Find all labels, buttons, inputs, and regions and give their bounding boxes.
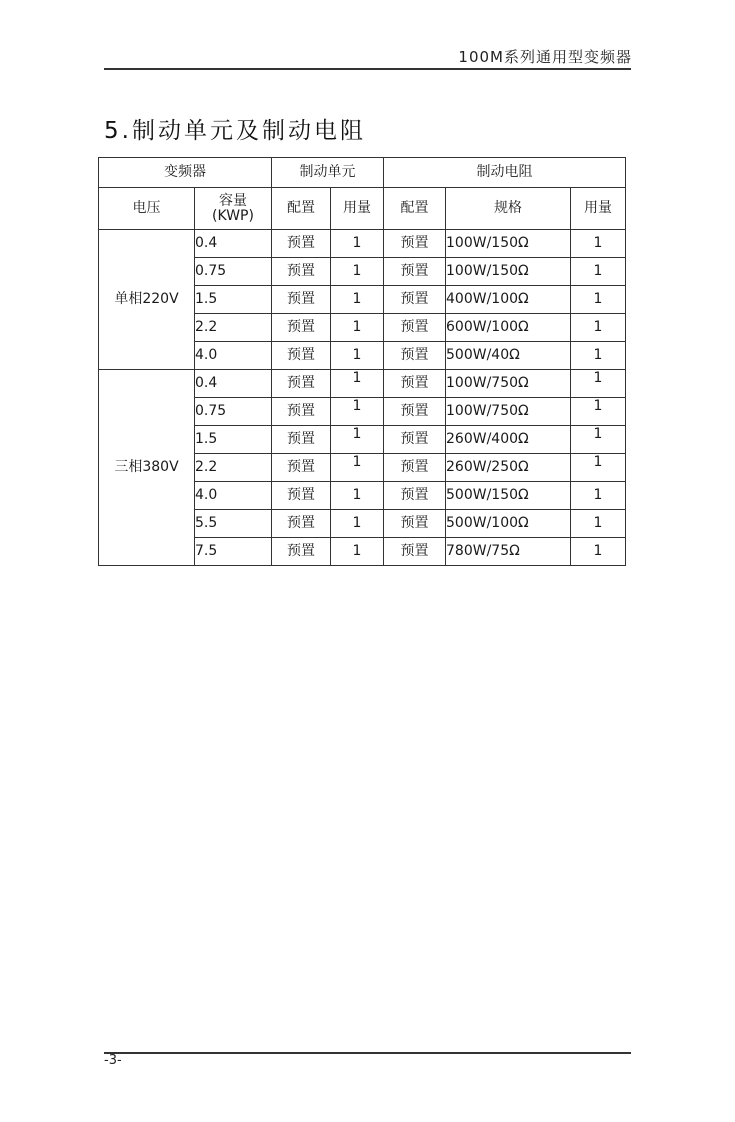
capacity-cell: 0.4 [195,230,272,258]
header-unit-config: 配置 [272,188,331,230]
res-qty-cell: 1 [571,510,626,538]
unit-qty-cell: 1 [331,230,384,258]
unit-qty-cell: 1 [331,314,384,342]
unit-qty-cell: 1 [331,510,384,538]
res-config-cell: 预置 [384,426,446,454]
unit-qty-cell: 1 [331,258,384,286]
res-config-cell: 预置 [384,258,446,286]
res-qty-cell: 1 [571,258,626,286]
capacity-cell: 7.5 [195,538,272,566]
res-qty-cell-value: 1 [593,398,603,414]
unit-config-cell: 预置 [272,370,331,398]
res-qty-cell: 1 [571,314,626,342]
capacity-cell: 4.0 [195,342,272,370]
res-spec-cell: 100W/750Ω [446,398,571,426]
capacity-cell: 2.2 [195,454,272,482]
header-capacity-unit: (KWP) [212,207,254,224]
res-spec-cell: 260W/250Ω [446,454,571,482]
header-rule [104,68,631,70]
res-config-cell: 预置 [384,454,446,482]
table-row [99,370,626,398]
capacity-cell: 1.5 [195,286,272,314]
header-capacity-label: 容量 [219,192,247,209]
res-config-cell: 预置 [384,482,446,510]
unit-qty-cell [331,398,384,426]
res-config-cell: 预置 [384,342,446,370]
capacity-cell: 0.4 [195,370,272,398]
unit-qty-cell [331,426,384,454]
res-qty-cell: 1 [571,538,626,566]
res-spec-cell: 600W/100Ω [446,314,571,342]
res-config-cell: 预置 [384,398,446,426]
table-sub-header-row [99,188,626,230]
res-qty-cell [571,426,626,454]
res-qty-cell [571,398,626,426]
unit-config-cell: 预置 [272,342,331,370]
unit-config-cell: 预置 [272,258,331,286]
capacity-cell: 2.2 [195,314,272,342]
table-row [99,230,626,258]
res-qty-cell: 1 [571,286,626,314]
unit-qty-cell-value: 1 [352,454,362,470]
unit-qty-cell [331,454,384,482]
res-qty-cell-value: 1 [593,370,603,386]
voltage-group-cell: 三相380V [99,370,195,566]
res-qty-cell [571,370,626,398]
header-unit-qty: 用量 [331,188,384,230]
unit-qty-cell [331,370,384,398]
unit-config-cell: 预置 [272,510,331,538]
header-res-qty: 用量 [571,188,626,230]
res-spec-cell: 500W/40Ω [446,342,571,370]
res-config-cell: 预置 [384,314,446,342]
res-config-cell: 预置 [384,286,446,314]
res-spec-cell: 780W/75Ω [446,538,571,566]
unit-config-cell: 预置 [272,230,331,258]
unit-qty-cell-value: 1 [352,398,362,414]
res-spec-cell: 500W/150Ω [446,482,571,510]
unit-config-cell: 预置 [272,482,331,510]
res-qty-cell-value: 1 [593,426,603,442]
header-inverter: 变频器 [99,158,272,188]
running-header: 100M系列通用型变频器 [458,48,632,66]
header-res-config: 配置 [384,188,446,230]
unit-qty-cell: 1 [331,482,384,510]
res-spec-cell: 100W/150Ω [446,230,571,258]
unit-qty-cell: 1 [331,538,384,566]
unit-qty-cell: 1 [331,342,384,370]
header-braking-unit: 制动单元 [272,158,384,188]
unit-config-cell: 预置 [272,426,331,454]
unit-config-cell: 预置 [272,286,331,314]
res-spec-cell: 100W/750Ω [446,370,571,398]
res-qty-cell: 1 [571,230,626,258]
res-spec-cell: 500W/100Ω [446,510,571,538]
capacity-cell: 5.5 [195,510,272,538]
footer-rule [104,1052,631,1054]
unit-qty-cell: 1 [331,286,384,314]
unit-config-cell: 预置 [272,314,331,342]
res-config-cell: 预置 [384,538,446,566]
res-config-cell: 预置 [384,370,446,398]
capacity-cell: 0.75 [195,398,272,426]
section-title: 5.制动单元及制动电阻 [104,118,366,144]
capacity-cell: 1.5 [195,426,272,454]
res-config-cell: 预置 [384,230,446,258]
res-qty-cell-value: 1 [593,454,603,470]
voltage-group-cell: 单相220V [99,230,195,370]
unit-config-cell: 预置 [272,398,331,426]
capacity-cell: 4.0 [195,482,272,510]
res-qty-cell [571,454,626,482]
res-config-cell: 预置 [384,510,446,538]
capacity-cell: 0.75 [195,258,272,286]
unit-config-cell: 预置 [272,454,331,482]
page-number: -3- [104,1053,122,1068]
unit-config-cell: 预置 [272,538,331,566]
unit-qty-cell-value: 1 [352,426,362,442]
header-braking-resistor: 制动电阻 [384,158,626,188]
res-qty-cell: 1 [571,342,626,370]
header-voltage: 电压 [99,188,195,230]
res-spec-cell: 100W/150Ω [446,258,571,286]
res-qty-cell: 1 [571,482,626,510]
header-capacity [195,188,272,230]
table-group-header-row [99,158,626,188]
unit-qty-cell-value: 1 [352,370,362,386]
res-spec-cell: 400W/100Ω [446,286,571,314]
braking-spec-table [98,157,626,566]
res-spec-cell: 260W/400Ω [446,426,571,454]
header-res-spec: 规格 [446,188,571,230]
